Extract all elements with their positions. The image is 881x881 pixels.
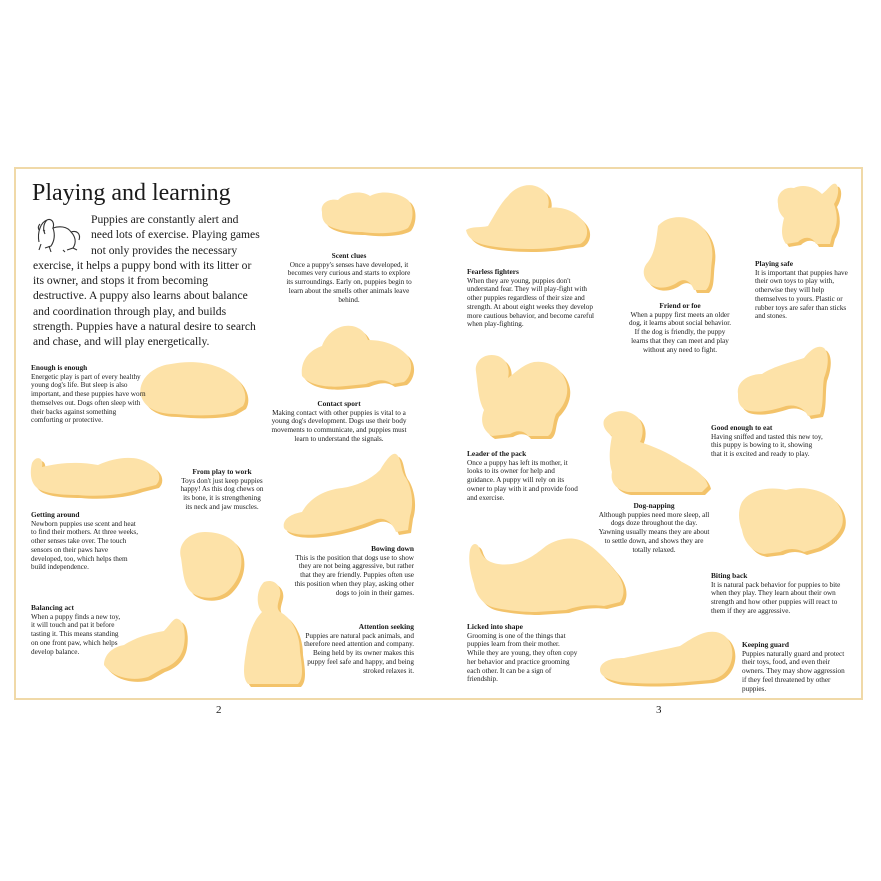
caption-good-enough-to-eat bbox=[711, 424, 823, 459]
caption-text: It is important that puppies have their own toys to play with, otherwise they will help themselves to yours. Plastic or rubber toys are safer than sticks and stones. bbox=[755, 268, 848, 321]
caption-getting-around bbox=[31, 511, 139, 572]
good-enough-to-eat-silhouette bbox=[734, 344, 832, 420]
caption-text: It is natural pack behavior for puppies to bite when they play. They learn about their own strength and how other puppies will react to them if they are aggressive. bbox=[711, 580, 841, 615]
caption-title: Good enough to eat bbox=[711, 423, 773, 432]
caption-enough-is-enough bbox=[31, 364, 149, 425]
caption-title: Bowing down bbox=[371, 544, 414, 553]
caption-text: Having sniffed and tasted this new toy, this puppy is bowing to it, showing that it is excited and ready to play. bbox=[711, 432, 823, 459]
caption-fearless-fighters bbox=[467, 268, 603, 329]
page-number-left: 2 bbox=[216, 704, 222, 716]
caption-text: Once a puppy has left its mother, it looks to its owner for help and guidance. A puppy will rely on its owner to play with it and provide food and exercise. bbox=[467, 458, 578, 502]
biting-back-puppies-silhouette bbox=[734, 482, 848, 558]
contact-puppies-silhouette bbox=[296, 320, 416, 392]
playing-safe-puppy-silhouette bbox=[772, 180, 842, 248]
dog-napping-puppy-silhouette bbox=[598, 406, 712, 494]
caption-contact-sport bbox=[264, 400, 414, 444]
caption-text: Puppies are natural pack animals, and therefore need attention and company. Being held by its owner makes this puppy feel safe and happy, and being stroked relaxes it. bbox=[304, 631, 414, 675]
caption-friend-or-foe bbox=[628, 302, 732, 354]
caption-dog-napping bbox=[598, 502, 710, 554]
caption-title: Playing safe bbox=[755, 259, 793, 268]
caption-text: Newborn puppies use scent and heat to find their mothers. At three weeks, other senses take over. The touch sensors on their paws have developed, too, which helps them build independence. bbox=[31, 519, 138, 572]
caption-licked-into-shape bbox=[467, 623, 579, 684]
sniffing-puppy-silhouette bbox=[318, 186, 418, 238]
caption-text: When they are young, puppies don't understand fear. They will play-fight with other puppies regardless of their size and strength. At about eight weeks they develop more cautious behavior, and become careful when play-fighting. bbox=[467, 276, 595, 329]
caption-text: Grooming is one of the things that puppies learn from their mother. While they are young, they often copy her behavior and practice grooming each other. It can be a sign of friendship. bbox=[467, 631, 578, 684]
caption-playing-safe bbox=[755, 260, 851, 321]
caption-title: Scent clues bbox=[331, 251, 367, 260]
caption-title: Leader of the pack bbox=[467, 449, 527, 458]
caption-title: Fearless fighters bbox=[467, 267, 519, 276]
caption-text: This is the position that dogs use to show they are not being aggressive, but rather that they are friendly. Puppies often use this position when they play, asking other dogs to join in their games. bbox=[294, 553, 414, 597]
caption-balancing-act bbox=[31, 604, 121, 656]
caption-text: When a puppy finds a new toy, it will touch and pat it before tasting it. This means standing on one front paw, which helps develop balance. bbox=[31, 612, 121, 656]
leader-of-pack-puppies-silhouette bbox=[468, 350, 572, 440]
caption-text: Although puppies need more sleep, all dogs doze throughout the day. Yawning usually means they are about to settle down, and shows they are totally relaxed. bbox=[598, 510, 710, 554]
caption-title: Balancing act bbox=[31, 603, 74, 612]
caption-attention-seeking bbox=[304, 623, 414, 675]
caption-text: Making contact with other puppies is vital to a young dog's development. Dogs use their body movements to communicate, and puppies must learn to understand the signals. bbox=[271, 408, 407, 443]
keeping-guard-puppy-silhouette bbox=[596, 628, 736, 688]
page-number-right: 3 bbox=[656, 704, 662, 716]
caption-title: Attention seeking bbox=[358, 622, 414, 631]
fighting-puppies-silhouette bbox=[464, 180, 594, 252]
intro-paragraph bbox=[33, 212, 261, 350]
caption-text: Once a puppy's senses have developed, it becomes very curious and starts to explore its surroundings. Early on, puppies begin to learn about the smells other animals leave behind. bbox=[286, 260, 412, 304]
caption-from-play-to-work bbox=[180, 468, 264, 512]
caption-title: Licked into shape bbox=[467, 622, 523, 631]
caption-title: From play to work bbox=[192, 467, 252, 476]
caption-text: Puppies naturally guard and protect their toys, food, and even their owners. They may show aggression if they feel threatened by other puppies. bbox=[742, 649, 845, 693]
caption-leader-of-the-pack bbox=[467, 450, 583, 502]
caption-text: When a puppy first meets an older dog, it learns about social behavior. If the dog is friendly, the puppy learns that they can meet and play without any need to fight. bbox=[629, 310, 731, 354]
page-title: Playing and learning bbox=[32, 180, 231, 206]
caption-title: Dog-napping bbox=[633, 501, 675, 510]
caption-scent-clues bbox=[284, 252, 414, 304]
caption-biting-back bbox=[711, 572, 851, 616]
sleeping-puppies-silhouette bbox=[135, 356, 251, 420]
puppy-sketch-icon bbox=[33, 212, 85, 254]
caption-keeping-guard bbox=[742, 641, 846, 693]
caption-text: Toys don't just keep puppies happy! As this dog chews on its bone, it is strengthening its neck and jaw muscles. bbox=[180, 476, 264, 511]
caption-title: Enough is enough bbox=[31, 363, 88, 372]
puppy-head-silhouette bbox=[175, 530, 245, 602]
caption-title: Keeping guard bbox=[742, 640, 790, 649]
caption-title: Friend or foe bbox=[659, 301, 701, 310]
caption-title: Getting around bbox=[31, 510, 80, 519]
puppy-with-bone-silhouette bbox=[28, 449, 166, 501]
caption-title: Biting back bbox=[711, 571, 748, 580]
bowing-puppy-silhouette bbox=[280, 450, 416, 538]
caption-title: Contact sport bbox=[317, 399, 361, 408]
caption-bowing-down bbox=[292, 545, 414, 597]
caption-text: Energetic play is part of every healthy young dog's life. But sleep is also important, and these puppies have worn themselves out. Dogs often sleep with their backs against something comforting or protective. bbox=[31, 372, 146, 425]
intro-text: Puppies are constantly alert and need lots of exercise. Playing games not only provides the necessary exercise, it helps a puppy bond with its litter or its owner, and stops it from becoming destructive. A puppy also learns about balance and coordination through play, and builds strength. Puppies have a natural desire to search and chase, and will play energetically. bbox=[33, 213, 260, 349]
friend-or-foe-silhouette bbox=[640, 214, 720, 296]
